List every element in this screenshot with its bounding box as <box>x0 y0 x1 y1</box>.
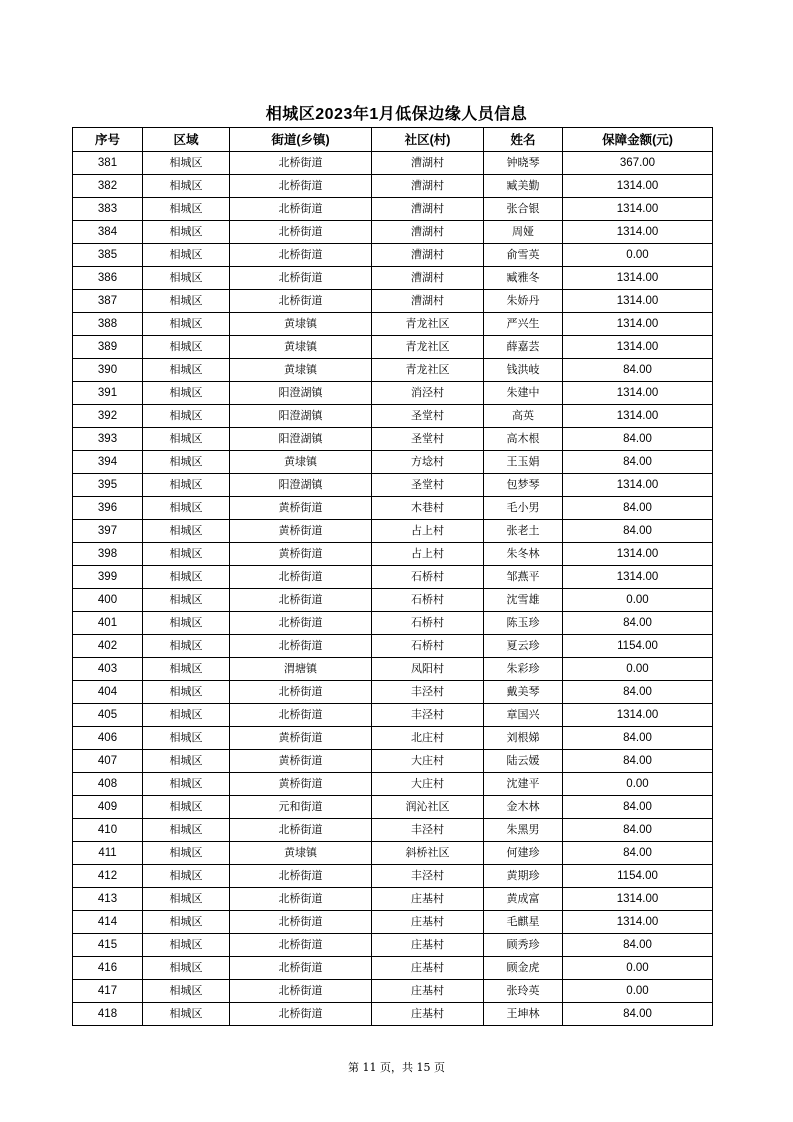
cell-amount: 84.00 <box>563 520 713 543</box>
cell-community: 庄基村 <box>372 980 484 1003</box>
cell-name: 臧美勤 <box>484 175 563 198</box>
table-row <box>73 543 713 566</box>
cell-amount: 84.00 <box>563 428 713 451</box>
cell-community: 石桥村 <box>372 612 484 635</box>
cell-amount: 0.00 <box>563 658 713 681</box>
cell-amount: 1314.00 <box>563 175 713 198</box>
data-table <box>72 127 713 1026</box>
cell-index: 391 <box>73 382 143 405</box>
cell-street: 黄桥街道 <box>230 543 372 566</box>
table-row <box>73 727 713 750</box>
cell-name: 周娅 <box>484 221 563 244</box>
cell-index: 385 <box>73 244 143 267</box>
table-row <box>73 957 713 980</box>
table-row <box>73 612 713 635</box>
cell-street: 北桥街道 <box>230 681 372 704</box>
cell-amount: 1314.00 <box>563 543 713 566</box>
table-row <box>73 428 713 451</box>
cell-name: 朱建中 <box>484 382 563 405</box>
cell-street: 阳澄湖镇 <box>230 382 372 405</box>
cell-index: 382 <box>73 175 143 198</box>
cell-amount: 0.00 <box>563 980 713 1003</box>
page-footer: 第 11 页，共 15 页 <box>348 1061 445 1074</box>
cell-name: 高英 <box>484 405 563 428</box>
cell-community: 占上村 <box>372 520 484 543</box>
cell-region: 相城区 <box>143 198 230 221</box>
table-row <box>73 635 713 658</box>
cell-name: 朱冬林 <box>484 543 563 566</box>
cell-region: 相城区 <box>143 589 230 612</box>
cell-community: 润沁社区 <box>372 796 484 819</box>
cell-region: 相城区 <box>143 543 230 566</box>
cell-region: 相城区 <box>143 750 230 773</box>
table-body <box>73 152 713 1026</box>
column-header-community: 社区(村) <box>372 128 484 152</box>
table-row <box>73 681 713 704</box>
cell-index: 406 <box>73 727 143 750</box>
table-row <box>73 842 713 865</box>
cell-name: 夏云珍 <box>484 635 563 658</box>
cell-name: 王坤林 <box>484 1003 563 1026</box>
table-row <box>73 773 713 796</box>
cell-region: 相城区 <box>143 681 230 704</box>
cell-region: 相城区 <box>143 359 230 382</box>
cell-region: 相城区 <box>143 635 230 658</box>
table-row <box>73 267 713 290</box>
cell-name: 朱黑男 <box>484 819 563 842</box>
cell-region: 相城区 <box>143 290 230 313</box>
table-row <box>73 474 713 497</box>
cell-street: 阳澄湖镇 <box>230 474 372 497</box>
cell-name: 包梦琴 <box>484 474 563 497</box>
cell-region: 相城区 <box>143 152 230 175</box>
cell-index: 394 <box>73 451 143 474</box>
cell-index: 407 <box>73 750 143 773</box>
cell-community: 圣堂村 <box>372 428 484 451</box>
cell-region: 相城区 <box>143 474 230 497</box>
cell-street: 北桥街道 <box>230 865 372 888</box>
table-row <box>73 359 713 382</box>
table-row <box>73 152 713 175</box>
cell-name: 张老土 <box>484 520 563 543</box>
cell-name: 刘根娣 <box>484 727 563 750</box>
cell-community: 大庄村 <box>372 773 484 796</box>
cell-street: 元和街道 <box>230 796 372 819</box>
column-header-amount: 保障金额(元) <box>563 128 713 152</box>
cell-amount: 84.00 <box>563 612 713 635</box>
cell-amount: 84.00 <box>563 750 713 773</box>
table-row <box>73 980 713 1003</box>
cell-community: 石桥村 <box>372 566 484 589</box>
cell-community: 庄基村 <box>372 1003 484 1026</box>
cell-community: 青龙社区 <box>372 359 484 382</box>
table-row <box>73 819 713 842</box>
table-row <box>73 750 713 773</box>
cell-name: 黄成富 <box>484 888 563 911</box>
cell-index: 412 <box>73 865 143 888</box>
cell-street: 黄埭镇 <box>230 842 372 865</box>
cell-street: 北桥街道 <box>230 152 372 175</box>
cell-community: 占上村 <box>372 543 484 566</box>
cell-region: 相城区 <box>143 336 230 359</box>
cell-region: 相城区 <box>143 727 230 750</box>
cell-region: 相城区 <box>143 382 230 405</box>
cell-amount: 1314.00 <box>563 405 713 428</box>
cell-amount: 1314.00 <box>563 704 713 727</box>
cell-name: 金木林 <box>484 796 563 819</box>
cell-name: 张玲英 <box>484 980 563 1003</box>
table-row <box>73 888 713 911</box>
cell-amount: 0.00 <box>563 957 713 980</box>
cell-amount: 1314.00 <box>563 911 713 934</box>
cell-amount: 84.00 <box>563 796 713 819</box>
cell-amount: 0.00 <box>563 773 713 796</box>
cell-street: 北桥街道 <box>230 589 372 612</box>
cell-name: 章国兴 <box>484 704 563 727</box>
cell-street: 黄埭镇 <box>230 313 372 336</box>
cell-index: 403 <box>73 658 143 681</box>
cell-street: 黄埭镇 <box>230 451 372 474</box>
cell-name: 陆云媛 <box>484 750 563 773</box>
cell-region: 相城区 <box>143 796 230 819</box>
table-row <box>73 796 713 819</box>
cell-street: 北桥街道 <box>230 175 372 198</box>
cell-index: 384 <box>73 221 143 244</box>
table-row <box>73 911 713 934</box>
cell-community: 圣堂村 <box>372 405 484 428</box>
cell-community: 丰泾村 <box>372 865 484 888</box>
cell-street: 北桥街道 <box>230 635 372 658</box>
cell-region: 相城区 <box>143 980 230 1003</box>
table-row <box>73 566 713 589</box>
cell-region: 相城区 <box>143 888 230 911</box>
cell-amount: 1314.00 <box>563 290 713 313</box>
cell-index: 409 <box>73 796 143 819</box>
cell-community: 漕湖村 <box>372 175 484 198</box>
cell-community: 庄基村 <box>372 934 484 957</box>
cell-region: 相城区 <box>143 313 230 336</box>
cell-region: 相城区 <box>143 405 230 428</box>
cell-name: 顾秀珍 <box>484 934 563 957</box>
cell-community: 圣堂村 <box>372 474 484 497</box>
cell-index: 405 <box>73 704 143 727</box>
cell-community: 青龙社区 <box>372 313 484 336</box>
cell-community: 庄基村 <box>372 957 484 980</box>
cell-index: 418 <box>73 1003 143 1026</box>
cell-street: 黄桥街道 <box>230 727 372 750</box>
cell-amount: 84.00 <box>563 934 713 957</box>
cell-name: 高木根 <box>484 428 563 451</box>
cell-name: 钟晓琴 <box>484 152 563 175</box>
page-title: 相城区2023年1月低保边缘人员信息 <box>265 106 528 123</box>
cell-street: 黄桥街道 <box>230 520 372 543</box>
cell-name: 邹燕平 <box>484 566 563 589</box>
cell-amount: 0.00 <box>563 244 713 267</box>
cell-region: 相城区 <box>143 244 230 267</box>
cell-index: 396 <box>73 497 143 520</box>
table-row <box>73 244 713 267</box>
cell-region: 相城区 <box>143 175 230 198</box>
cell-street: 阳澄湖镇 <box>230 428 372 451</box>
cell-region: 相城区 <box>143 520 230 543</box>
cell-street: 阳澄湖镇 <box>230 405 372 428</box>
cell-name: 朱彩珍 <box>484 658 563 681</box>
cell-amount: 1314.00 <box>563 313 713 336</box>
cell-amount: 1314.00 <box>563 566 713 589</box>
column-header-name: 姓名 <box>484 128 563 152</box>
cell-index: 410 <box>73 819 143 842</box>
table-row <box>73 221 713 244</box>
table-row <box>73 405 713 428</box>
cell-region: 相城区 <box>143 842 230 865</box>
cell-region: 相城区 <box>143 819 230 842</box>
table-row <box>73 451 713 474</box>
cell-street: 北桥街道 <box>230 819 372 842</box>
cell-amount: 84.00 <box>563 681 713 704</box>
cell-community: 庄基村 <box>372 888 484 911</box>
table-row <box>73 934 713 957</box>
cell-amount: 84.00 <box>563 359 713 382</box>
cell-index: 381 <box>73 152 143 175</box>
column-header-index: 序号 <box>73 128 143 152</box>
cell-street: 北桥街道 <box>230 1003 372 1026</box>
cell-region: 相城区 <box>143 957 230 980</box>
cell-community: 石桥村 <box>372 589 484 612</box>
cell-name: 王玉娟 <box>484 451 563 474</box>
cell-street: 北桥街道 <box>230 704 372 727</box>
cell-amount: 0.00 <box>563 589 713 612</box>
cell-amount: 367.00 <box>563 152 713 175</box>
cell-name: 张合银 <box>484 198 563 221</box>
cell-index: 402 <box>73 635 143 658</box>
cell-street: 北桥街道 <box>230 244 372 267</box>
cell-amount: 84.00 <box>563 497 713 520</box>
cell-region: 相城区 <box>143 428 230 451</box>
cell-name: 毛小男 <box>484 497 563 520</box>
cell-community: 丰泾村 <box>372 681 484 704</box>
cell-name: 朱娇丹 <box>484 290 563 313</box>
cell-street: 渭塘镇 <box>230 658 372 681</box>
cell-index: 387 <box>73 290 143 313</box>
cell-index: 397 <box>73 520 143 543</box>
cell-amount: 1314.00 <box>563 198 713 221</box>
table-row <box>73 704 713 727</box>
cell-amount: 1314.00 <box>563 267 713 290</box>
cell-region: 相城区 <box>143 704 230 727</box>
cell-index: 404 <box>73 681 143 704</box>
cell-region: 相城区 <box>143 497 230 520</box>
cell-index: 413 <box>73 888 143 911</box>
cell-amount: 1314.00 <box>563 474 713 497</box>
table-row <box>73 313 713 336</box>
cell-amount: 1314.00 <box>563 888 713 911</box>
cell-name: 陈玉珍 <box>484 612 563 635</box>
cell-index: 395 <box>73 474 143 497</box>
cell-name: 何建珍 <box>484 842 563 865</box>
cell-community: 斜桥社区 <box>372 842 484 865</box>
cell-street: 北桥街道 <box>230 911 372 934</box>
column-header-street: 街道(乡镇) <box>230 128 372 152</box>
cell-street: 黄桥街道 <box>230 750 372 773</box>
table-row <box>73 175 713 198</box>
cell-community: 庄基村 <box>372 911 484 934</box>
cell-street: 北桥街道 <box>230 198 372 221</box>
cell-index: 408 <box>73 773 143 796</box>
cell-street: 北桥街道 <box>230 888 372 911</box>
cell-amount: 1314.00 <box>563 382 713 405</box>
cell-name: 俞雪英 <box>484 244 563 267</box>
cell-community: 大庄村 <box>372 750 484 773</box>
table-row <box>73 382 713 405</box>
cell-amount: 1154.00 <box>563 865 713 888</box>
cell-region: 相城区 <box>143 451 230 474</box>
cell-street: 黄埭镇 <box>230 336 372 359</box>
cell-community: 漕湖村 <box>372 244 484 267</box>
cell-street: 北桥街道 <box>230 221 372 244</box>
cell-community: 漕湖村 <box>372 198 484 221</box>
cell-name: 黄期珍 <box>484 865 563 888</box>
cell-street: 北桥街道 <box>230 267 372 290</box>
cell-index: 390 <box>73 359 143 382</box>
cell-community: 漕湖村 <box>372 267 484 290</box>
cell-region: 相城区 <box>143 1003 230 1026</box>
table-row <box>73 198 713 221</box>
cell-community: 漕湖村 <box>372 290 484 313</box>
cell-street: 北桥街道 <box>230 934 372 957</box>
cell-index: 398 <box>73 543 143 566</box>
cell-index: 415 <box>73 934 143 957</box>
cell-index: 388 <box>73 313 143 336</box>
cell-name: 臧雅冬 <box>484 267 563 290</box>
cell-index: 401 <box>73 612 143 635</box>
cell-region: 相城区 <box>143 221 230 244</box>
cell-community: 方埝村 <box>372 451 484 474</box>
cell-street: 北桥街道 <box>230 612 372 635</box>
cell-community: 漕湖村 <box>372 221 484 244</box>
cell-community: 消泾村 <box>372 382 484 405</box>
table-row <box>73 658 713 681</box>
cell-index: 389 <box>73 336 143 359</box>
cell-community: 丰泾村 <box>372 704 484 727</box>
table-row <box>73 520 713 543</box>
cell-index: 417 <box>73 980 143 1003</box>
table-header-row <box>73 128 713 152</box>
cell-street: 黄桥街道 <box>230 773 372 796</box>
cell-street: 北桥街道 <box>230 566 372 589</box>
cell-amount: 84.00 <box>563 1003 713 1026</box>
cell-name: 戴美琴 <box>484 681 563 704</box>
cell-community: 漕湖村 <box>372 152 484 175</box>
cell-name: 严兴生 <box>484 313 563 336</box>
cell-street: 北桥街道 <box>230 290 372 313</box>
cell-index: 414 <box>73 911 143 934</box>
cell-region: 相城区 <box>143 934 230 957</box>
table-row <box>73 1003 713 1026</box>
cell-community: 青龙社区 <box>372 336 484 359</box>
cell-index: 411 <box>73 842 143 865</box>
cell-amount: 1154.00 <box>563 635 713 658</box>
cell-community: 石桥村 <box>372 635 484 658</box>
cell-index: 416 <box>73 957 143 980</box>
cell-name: 薛嘉芸 <box>484 336 563 359</box>
cell-region: 相城区 <box>143 911 230 934</box>
cell-index: 392 <box>73 405 143 428</box>
cell-street: 黄桥街道 <box>230 497 372 520</box>
cell-region: 相城区 <box>143 658 230 681</box>
cell-amount: 84.00 <box>563 842 713 865</box>
cell-name: 沈建平 <box>484 773 563 796</box>
cell-region: 相城区 <box>143 267 230 290</box>
cell-street: 黄埭镇 <box>230 359 372 382</box>
cell-street: 北桥街道 <box>230 980 372 1003</box>
cell-region: 相城区 <box>143 865 230 888</box>
column-header-region: 区域 <box>143 128 230 152</box>
cell-amount: 84.00 <box>563 819 713 842</box>
table-row <box>73 336 713 359</box>
cell-community: 凤阳村 <box>372 658 484 681</box>
cell-name: 顾金虎 <box>484 957 563 980</box>
cell-region: 相城区 <box>143 773 230 796</box>
cell-street: 北桥街道 <box>230 957 372 980</box>
cell-community: 丰泾村 <box>372 819 484 842</box>
cell-index: 386 <box>73 267 143 290</box>
cell-community: 木巷村 <box>372 497 484 520</box>
table-row <box>73 497 713 520</box>
cell-community: 北庄村 <box>372 727 484 750</box>
cell-amount: 84.00 <box>563 451 713 474</box>
cell-index: 383 <box>73 198 143 221</box>
cell-amount: 1314.00 <box>563 336 713 359</box>
table-row <box>73 589 713 612</box>
table-row <box>73 865 713 888</box>
cell-amount: 84.00 <box>563 727 713 750</box>
cell-name: 毛麒星 <box>484 911 563 934</box>
cell-name: 钱洪岐 <box>484 359 563 382</box>
cell-name: 沈雪雄 <box>484 589 563 612</box>
cell-index: 399 <box>73 566 143 589</box>
table-row <box>73 290 713 313</box>
cell-region: 相城区 <box>143 566 230 589</box>
cell-index: 393 <box>73 428 143 451</box>
cell-amount: 1314.00 <box>563 221 713 244</box>
cell-index: 400 <box>73 589 143 612</box>
cell-region: 相城区 <box>143 612 230 635</box>
